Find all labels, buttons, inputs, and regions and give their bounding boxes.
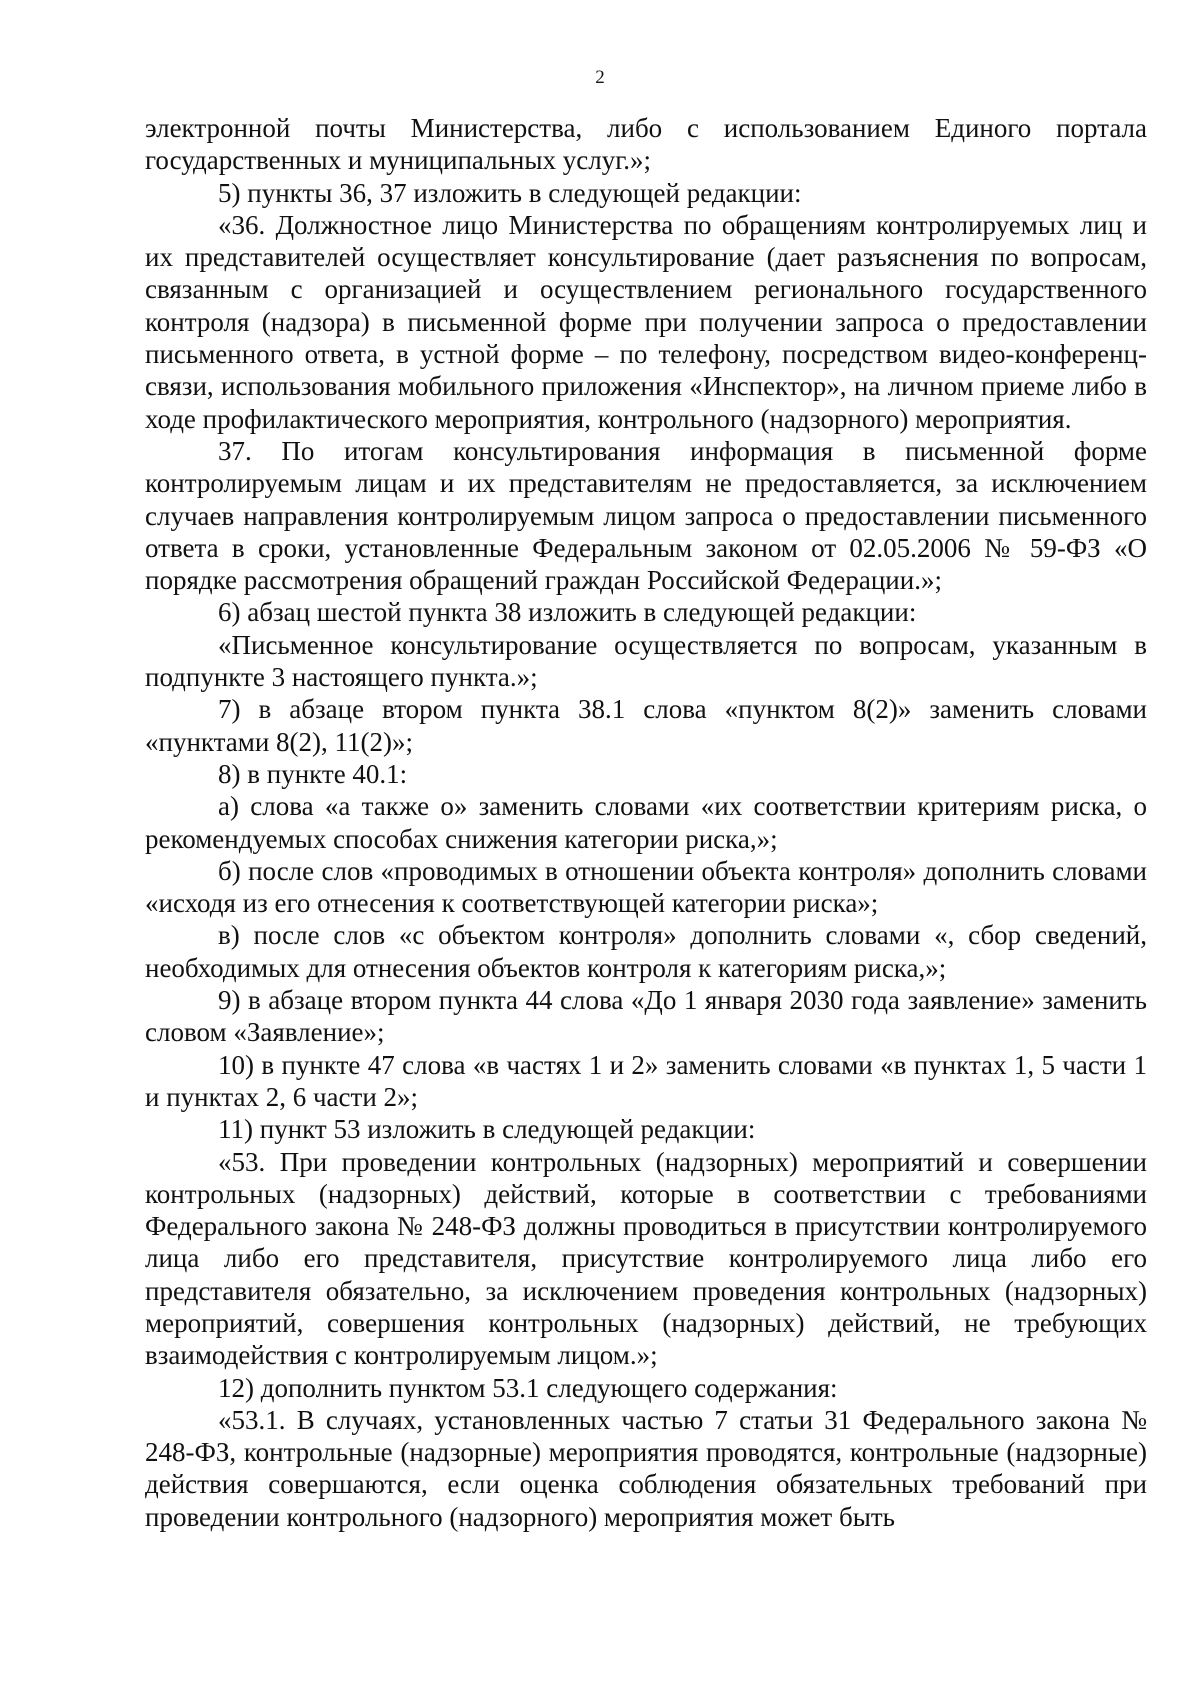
paragraph: 5) пункты 36, 37 изложить в следующей редакции:: [218, 177, 802, 208]
paragraph: «36. Должностное лицо Министерства по обращениям контролируемых лиц и их представителей осуществляет консультирование (дает разъяснения по вопросам, связанным с организацией и осуществлением регионального государственного контроля (надзора) в письменной форме при получении запроса о предоставлении письменного ответа, в устной форме – по телефону, посредством видео-конференц-связи, использования мобильного приложения «Инспектор», на личном приеме либо в ходе профилактического мероприятия, контрольного (надзорного) мероприятия.: [145, 209, 1147, 434]
paragraph: б) после слов «проводимых в отношении объекта контроля» дополнить словами «исходя из его отнесения к соответствующей категории риска»;: [145, 855, 1147, 919]
paragraph: 8) в пункте 40.1:: [218, 758, 408, 789]
paragraph: электронной почты Министерства, либо с использованием Единого портала государственных и муниципальных услуг.»;: [145, 113, 1147, 176]
page-number: 2: [595, 67, 605, 88]
paragraph: «Письменное консультирование осуществляется по вопросам, указанным в подпункте 3 настоящего пункта.»;: [145, 629, 1147, 693]
paragraph: «53.1. В случаях, установленных частью 7 статьи 31 Федерального закона № 248-ФЗ, контрольные (надзорные) мероприятия проводятся, контрольные (надзорные) действия совершаются, если оценка соблюдения обязательных требований при проведении контрольного (надзорного) мероприятия может быть: [145, 1404, 1147, 1532]
paragraph: 9) в абзаце втором пункта 44 слова «До 1 января 2030 года заявление» заменить словом «Заявление»;: [145, 985, 1147, 1048]
paragraph: 12) дополнить пунктом 53.1 следующего содержания:: [218, 1372, 838, 1403]
paragraph: в) после слов «с объектом контроля» дополнить словами «, сбор сведений, необходимых для отнесения объектов контроля к категориям риска,»;: [145, 920, 1147, 983]
paragraph: 7) в абзаце втором пункта 38.1 слова «пунктом 8(2)» заменить словами «пунктами 8(2), 11(2)»;: [145, 694, 1147, 757]
paragraph: 6) абзац шестой пункта 38 изложить в следующей редакции:: [218, 597, 917, 628]
paragraph: «53. При проведении контрольных (надзорных) мероприятий и совершении контрольных (надзорных) действий, которые в соответствии с требованиями Федерального закона № 248-ФЗ должны проводиться в присутствии контролируемого лица либо его представителя, присутствие контролируемого лица либо его представителя обязательно, за исключением проведения контрольных (надзорных) мероприятий, совершения контрольных (надзорных) действий, не требующих взаимодействия с контролируемым лицом.»;: [145, 1146, 1147, 1371]
paragraph: 11) пункт 53 изложить в следующей редакции:: [218, 1114, 756, 1145]
paragraph: 10) в пункте 47 слова «в частях 1 и 2» заменить словами «в пунктах 1, 5 части 1 и пунктах 2, 6 части 2»;: [145, 1049, 1147, 1112]
paragraph: а) слова «а также о» заменить словами «их соответствии критериям риска, о рекомендуемых способах снижения категории риска,»;: [145, 791, 1147, 854]
paragraph: 37. По итогам консультирования информация в письменной форме контролируемым лицам и их представителям не предоставляется, за исключением случаев направления контролируемым лицом запроса о предоставлении письменного ответа в сроки, установленные Федеральным законом от 02.05.2006 № 59-ФЗ «О порядке рассмотрения обращений граждан Российской Федерации.»;: [145, 435, 1147, 596]
document-body: [145, 112, 1147, 1533]
